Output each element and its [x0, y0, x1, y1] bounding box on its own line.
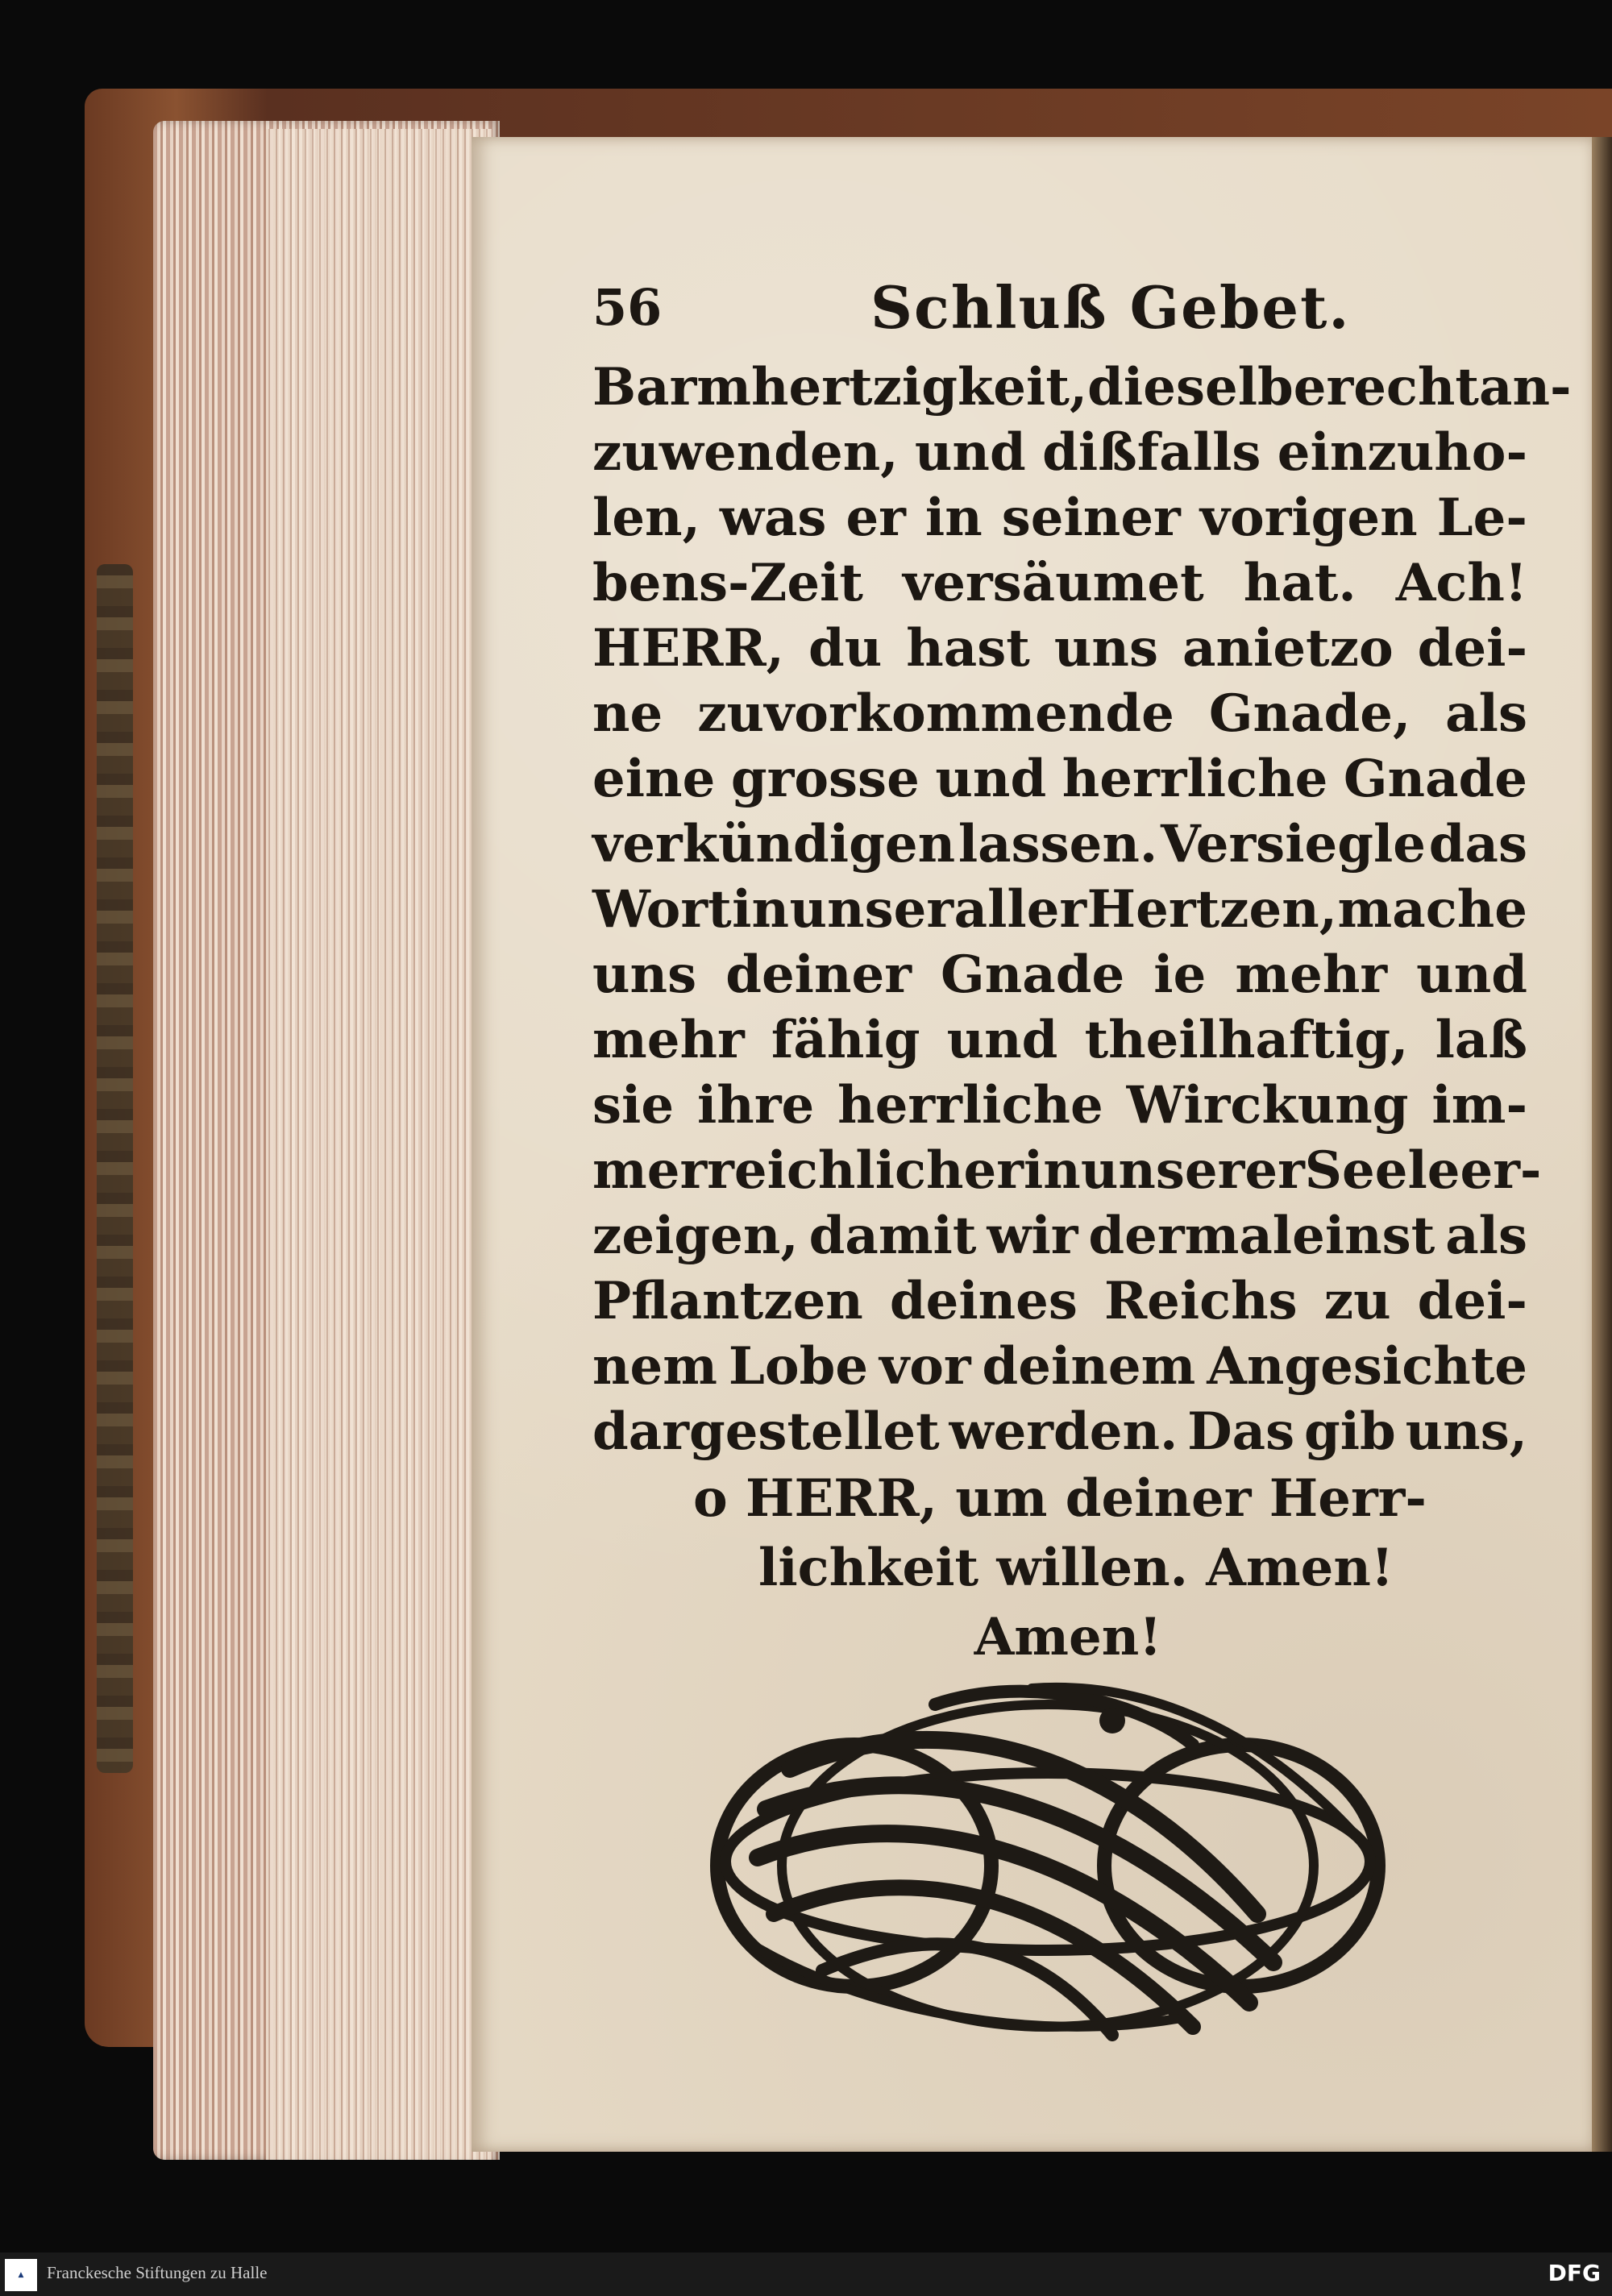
word: mache — [1337, 879, 1527, 940]
word: in — [924, 488, 983, 548]
word: Wort — [592, 879, 732, 940]
word: damit — [808, 1206, 977, 1266]
word: Wirckung — [1126, 1075, 1409, 1136]
page-number: 56 — [592, 278, 663, 337]
funder-logo: DFG — [1548, 2260, 1601, 2286]
word: werden. — [949, 1401, 1178, 1462]
word: herrliche — [1062, 749, 1328, 809]
cover-wear — [97, 564, 133, 1773]
word: und — [935, 749, 1047, 809]
word: zeigen, — [592, 1206, 799, 1266]
word: uns, — [1405, 1401, 1527, 1462]
text-line — [592, 746, 1527, 812]
word: was — [719, 488, 827, 548]
word: eine — [592, 749, 716, 809]
word: Angesichte — [1207, 1336, 1527, 1397]
text-line — [592, 1268, 1527, 1334]
closing-line-2: lichkeit willen. Amen! — [758, 1538, 1394, 1598]
text-line — [592, 485, 1527, 550]
word: laß — [1435, 1010, 1527, 1070]
word: versäumet — [903, 553, 1204, 613]
word: er — [845, 488, 906, 548]
word: Gnade — [941, 945, 1125, 1005]
word: hat. — [1243, 553, 1356, 613]
word: seiner — [1001, 488, 1181, 548]
word: Seele — [1304, 1140, 1460, 1201]
page-text-block — [592, 273, 1572, 1672]
word: fähig — [771, 1010, 920, 1070]
word: deinem — [982, 1336, 1196, 1397]
text-line — [592, 1073, 1527, 1138]
text-line — [592, 877, 1527, 942]
word: uns — [592, 945, 697, 1005]
word: und — [946, 1010, 1058, 1070]
word: vor — [879, 1336, 971, 1397]
word: mehr — [1235, 945, 1388, 1005]
word: du — [808, 618, 883, 679]
word: Ach! — [1395, 553, 1527, 613]
word: mer — [592, 1140, 708, 1201]
closing-line-1: o HERR, um deiner Herr- — [693, 1468, 1427, 1529]
text-line — [592, 681, 1527, 746]
word: Hertzen, — [1086, 879, 1337, 940]
word: reichlicher — [707, 1140, 1024, 1201]
page-gutter — [1592, 137, 1612, 2152]
word: an- — [1478, 357, 1572, 417]
word: recht — [1326, 357, 1479, 417]
word: deiner — [725, 945, 912, 1005]
word: in — [732, 879, 789, 940]
calligraphic-ornament — [693, 1672, 1402, 2051]
word: aller — [953, 879, 1087, 940]
text-line — [592, 550, 1527, 616]
word: dermaleinst — [1088, 1206, 1435, 1266]
closing-line-3: Amen! — [974, 1607, 1162, 1667]
word: Gnade, — [1208, 683, 1411, 744]
word: in — [1023, 1140, 1081, 1201]
page-edges-inner — [266, 129, 492, 2160]
word: lassen. — [958, 814, 1158, 874]
text-line — [592, 1399, 1527, 1464]
text-line — [592, 1007, 1527, 1073]
word: ne — [592, 683, 663, 744]
word: dei- — [1417, 618, 1527, 679]
word: sie — [592, 1075, 675, 1136]
text-line — [592, 942, 1527, 1007]
word: anietzo — [1182, 618, 1394, 679]
word: Versiegle — [1160, 814, 1426, 874]
word: unser — [789, 879, 954, 940]
word: Gnade — [1343, 749, 1527, 809]
word: herrliche — [837, 1075, 1103, 1136]
word: Pflantzen — [592, 1271, 863, 1331]
word: zuwenden, — [592, 422, 899, 483]
text-line — [592, 1203, 1527, 1268]
institution-name: Franckesche Stiftungen zu Halle — [47, 2263, 268, 2282]
word: dißfalls — [1042, 422, 1261, 483]
word: Barmhertzigkeit, — [592, 357, 1088, 417]
text-line — [592, 1138, 1542, 1203]
word: Le- — [1436, 488, 1527, 548]
text-line — [592, 355, 1572, 420]
word: dei- — [1417, 1271, 1527, 1331]
word: und — [914, 422, 1026, 483]
word: ihre — [696, 1075, 815, 1136]
body-text — [592, 355, 1572, 1464]
word: im- — [1431, 1075, 1527, 1136]
word: verkündigen — [592, 814, 956, 874]
word: HERR, — [592, 618, 784, 679]
word: Reichs — [1103, 1271, 1298, 1331]
text-line — [592, 1334, 1527, 1399]
word: vorigen — [1199, 488, 1418, 548]
word: dargestellet — [592, 1401, 940, 1462]
word: dieselbe — [1087, 357, 1327, 417]
page-header — [592, 273, 1527, 355]
word: uns — [1053, 618, 1158, 679]
word: er- — [1460, 1140, 1542, 1201]
word: nem — [592, 1336, 717, 1397]
running-head: Schluß Gebet. — [870, 273, 1351, 342]
word: grosse — [730, 749, 920, 809]
word: das — [1428, 814, 1527, 874]
word: zuvorkommende — [697, 683, 1174, 744]
word: len, — [592, 488, 700, 548]
word: Das — [1187, 1401, 1295, 1462]
institution-logo: ▲ — [5, 2259, 37, 2291]
word: als — [1445, 1206, 1527, 1266]
text-line — [592, 616, 1527, 681]
footer-bar — [0, 2252, 1612, 2296]
word: zu — [1323, 1271, 1391, 1331]
word: einzuho- — [1277, 422, 1527, 483]
word: theilhaftig, — [1084, 1010, 1409, 1070]
word: deines — [889, 1271, 1078, 1331]
text-line — [592, 420, 1527, 485]
word: unserer — [1080, 1140, 1305, 1201]
word: gib — [1303, 1401, 1396, 1462]
text-line — [592, 812, 1527, 877]
word: und — [1416, 945, 1527, 1005]
word: ie — [1153, 945, 1207, 1005]
word: mehr — [592, 1010, 745, 1070]
word: hast — [906, 618, 1030, 679]
word: Lobe — [728, 1336, 869, 1397]
word: wir — [987, 1206, 1078, 1266]
word: bens-Zeit — [592, 553, 863, 613]
word: als — [1445, 683, 1527, 744]
